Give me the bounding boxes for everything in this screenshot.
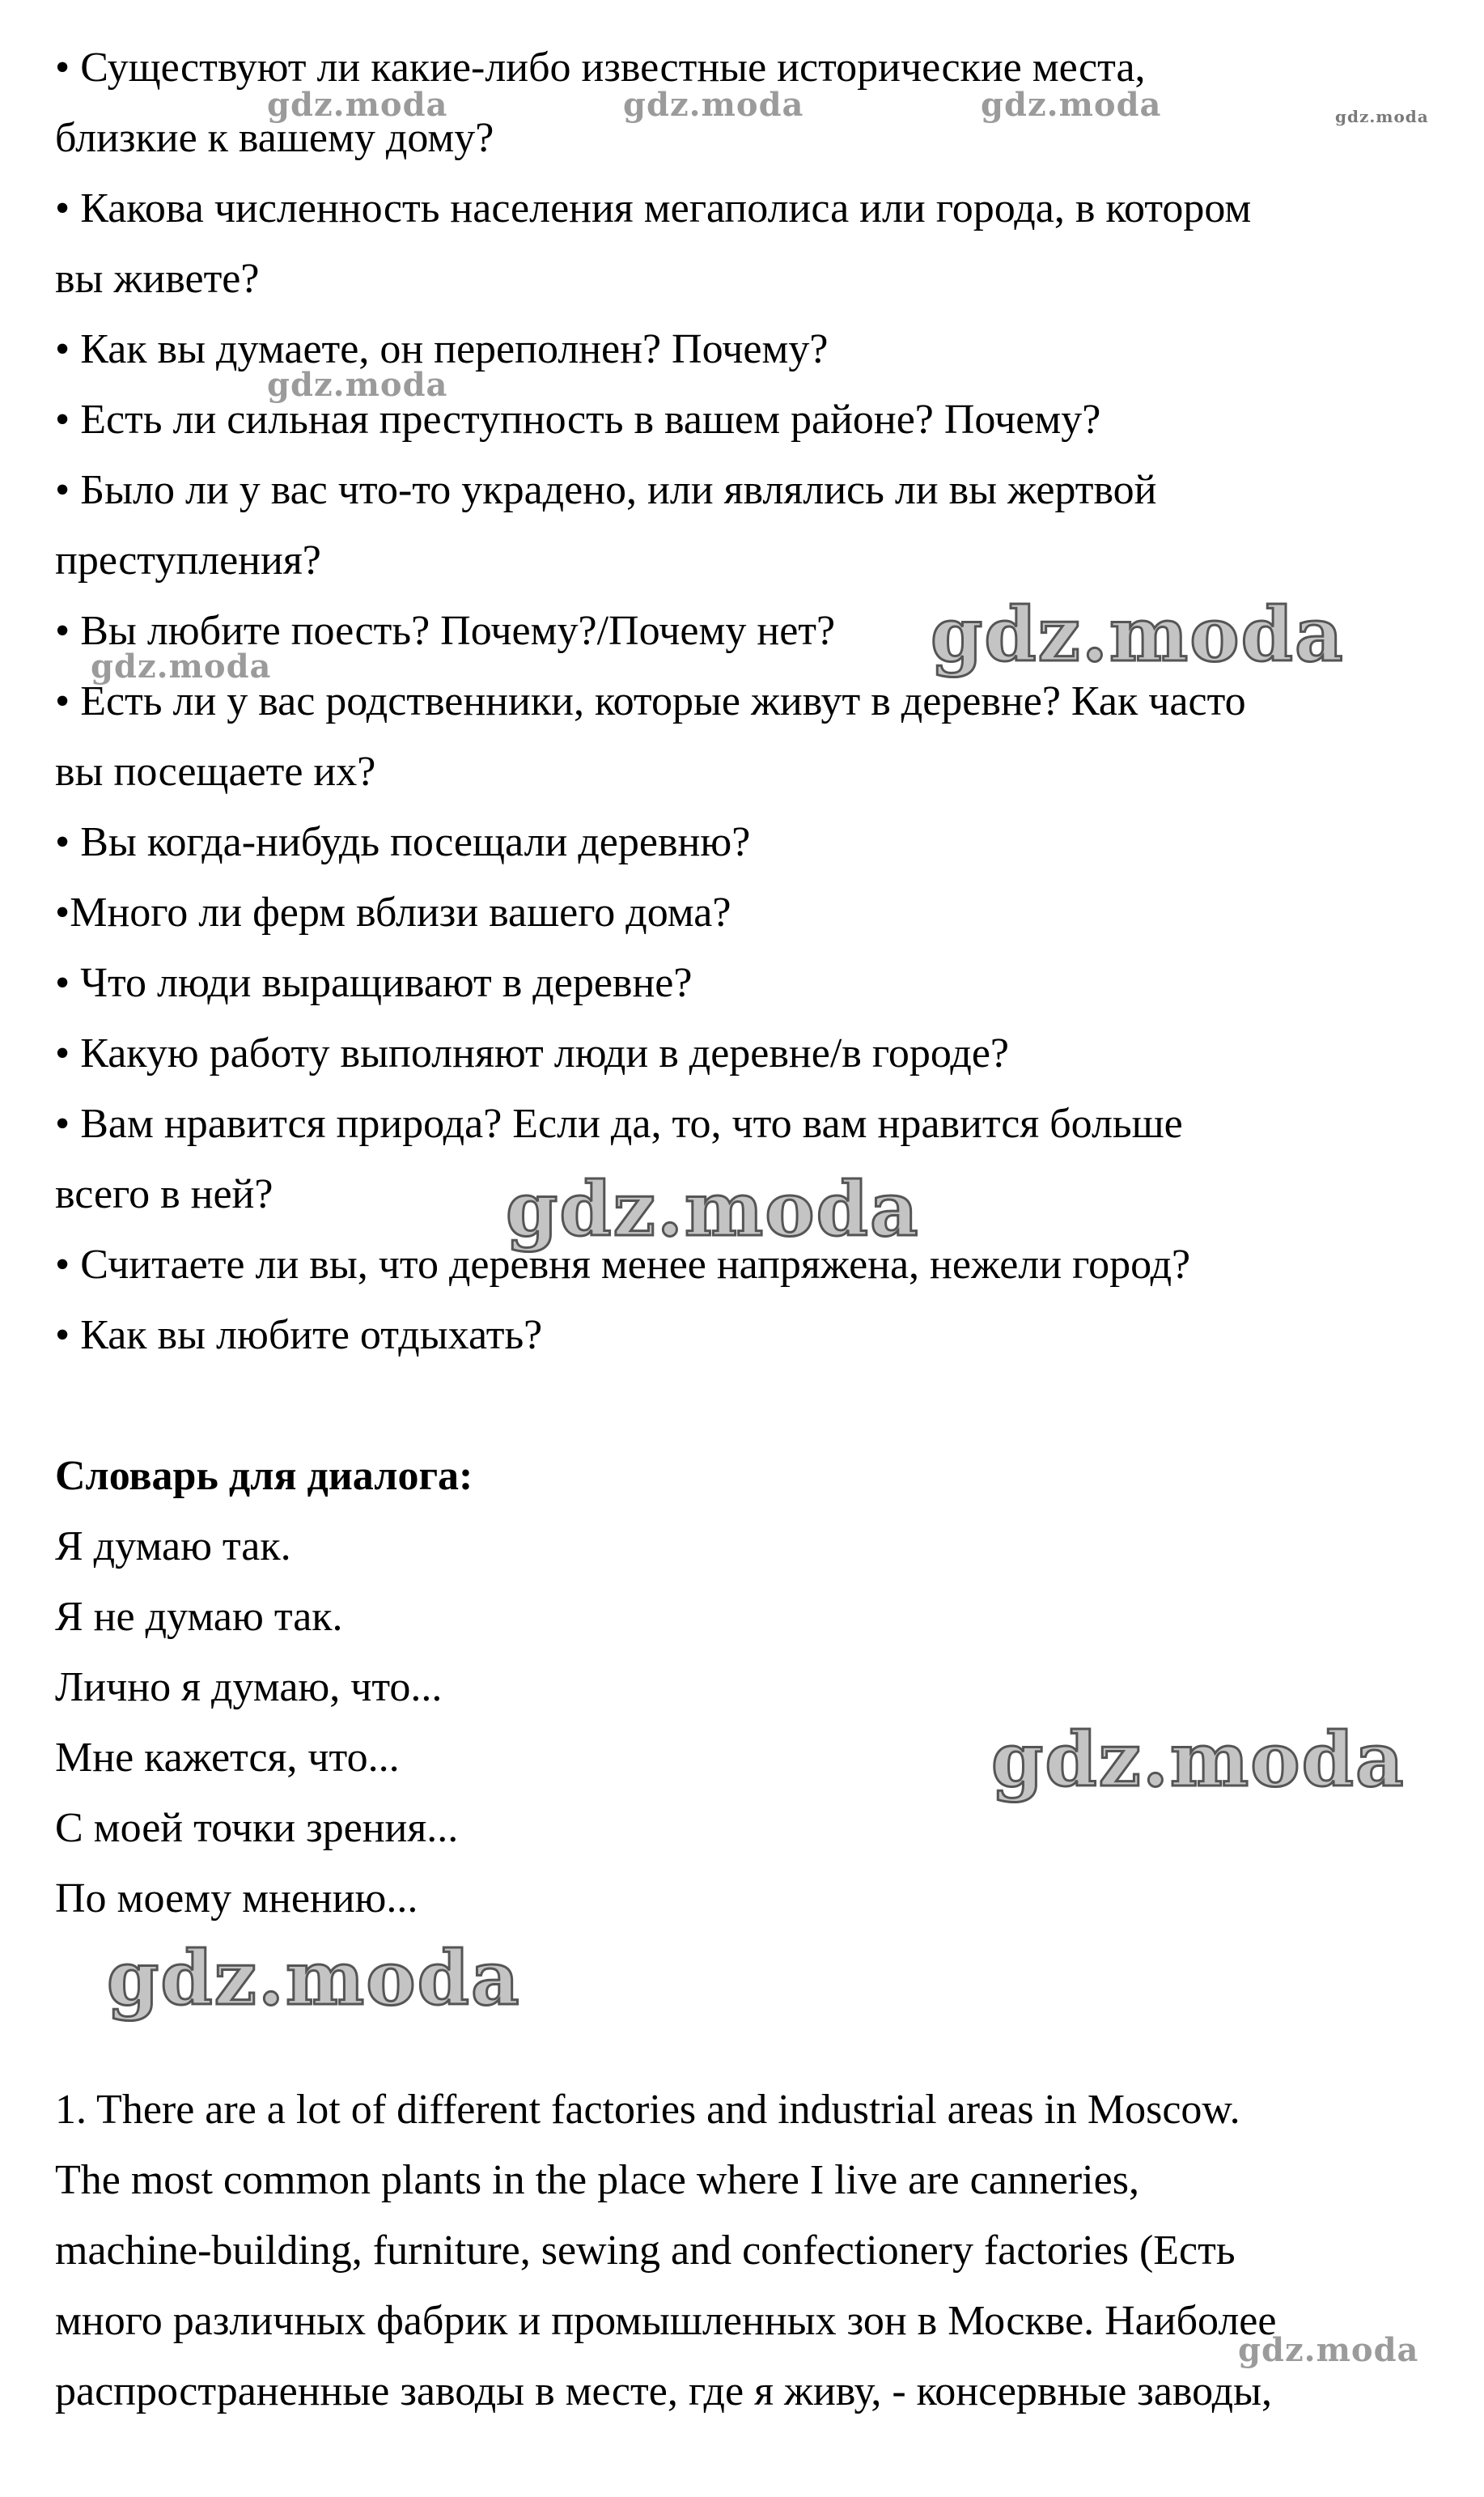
watermark: gdz.moda <box>931 591 1345 678</box>
question-line: близкие к вашему дому? <box>55 115 494 161</box>
question-line: • Существуют ли какие-либо известные исторические места, <box>55 45 1146 91</box>
vocabulary-phrase: Я не думаю так. <box>55 1594 343 1640</box>
document-page <box>55 32 1463 2427</box>
vocabulary-section <box>55 1441 1463 1934</box>
spacer <box>55 2004 1463 2074</box>
watermark: gdz.moda <box>107 1934 521 2022</box>
vocabulary-heading: Словарь для диалога: <box>55 1453 473 1499</box>
question-line: • Считаете ли вы, что деревня менее напряжена, нежели город? <box>55 1242 1191 1288</box>
watermark: gdz.moda <box>1238 2331 1419 2369</box>
question-line: • Вам нравится природа? Если да, то, что вам нравится больше <box>55 1101 1183 1147</box>
watermark: gdz.moda <box>1335 107 1429 126</box>
answer-line: много различных фабрик и промышленных зон в Москве. Наиболее <box>55 2298 1277 2344</box>
question-line: • Было ли у вас что-то украдено, или являлись ли вы жертвой <box>55 467 1157 513</box>
watermark: gdz.moda <box>267 86 448 124</box>
answer-section <box>55 2074 1463 2427</box>
watermark: gdz.moda <box>991 1716 1406 1803</box>
question-line: • Есть ли у вас родственники, которые живут в деревне? Как часто <box>55 678 1246 724</box>
watermark: gdz.moda <box>267 366 448 404</box>
question-line: всего в ней? <box>55 1171 273 1217</box>
question-line: вы посещаете их? <box>55 749 376 795</box>
watermark: gdz.moda <box>623 86 804 124</box>
question-line: • Какую работу выполняют люди в деревне/в городе? <box>55 1030 1009 1077</box>
vocabulary-phrase: Мне кажется, что... <box>55 1735 400 1781</box>
vocabulary-phrase: Лично я думаю, что... <box>55 1664 443 1710</box>
question-line: вы живете? <box>55 256 260 302</box>
spacer <box>55 1370 1463 1441</box>
question-line: • Есть ли сильная преступность в вашем районе? Почему? <box>55 397 1101 443</box>
question-line: • Какова численность населения мегаполиса или города, в котором <box>55 185 1252 231</box>
question-line: преступления? <box>55 537 321 584</box>
question-line: • Что люди выращивают в деревне? <box>55 960 693 1006</box>
question-line: • Вы когда-нибудь посещали деревню? <box>55 819 751 865</box>
question-line: • Как вы любите отдыхать? <box>55 1312 543 1358</box>
answer-line: The most common plants in the place where I live are canneries, <box>55 2157 1139 2203</box>
question-line: •Много ли ферм вблизи вашего дома? <box>55 890 731 936</box>
vocabulary-phrase: С моей точки зрения... <box>55 1805 459 1851</box>
answer-line: распространенные заводы в месте, где я живу, - консервные заводы, <box>55 2368 1273 2414</box>
watermark: gdz.moda <box>91 648 272 686</box>
watermark: gdz.moda <box>981 86 1162 124</box>
question-line: • Вы любите поесть? Почему?/Почему нет? <box>55 608 836 654</box>
spacer <box>55 1934 1463 2004</box>
vocabulary-phrase: Я думаю так. <box>55 1523 291 1569</box>
vocabulary-phrase: По моему мнению... <box>55 1875 418 1922</box>
watermark: gdz.moda <box>506 1166 920 1253</box>
question-line: • Как вы думаете, он переполнен? Почему? <box>55 326 829 372</box>
answer-line: machine-building, furniture, sewing and confectionery factories (Есть <box>55 2227 1236 2274</box>
answer-line: 1. There are a lot of different factories and industrial areas in Moscow. <box>55 2087 1240 2133</box>
questions-list <box>55 32 1463 1370</box>
